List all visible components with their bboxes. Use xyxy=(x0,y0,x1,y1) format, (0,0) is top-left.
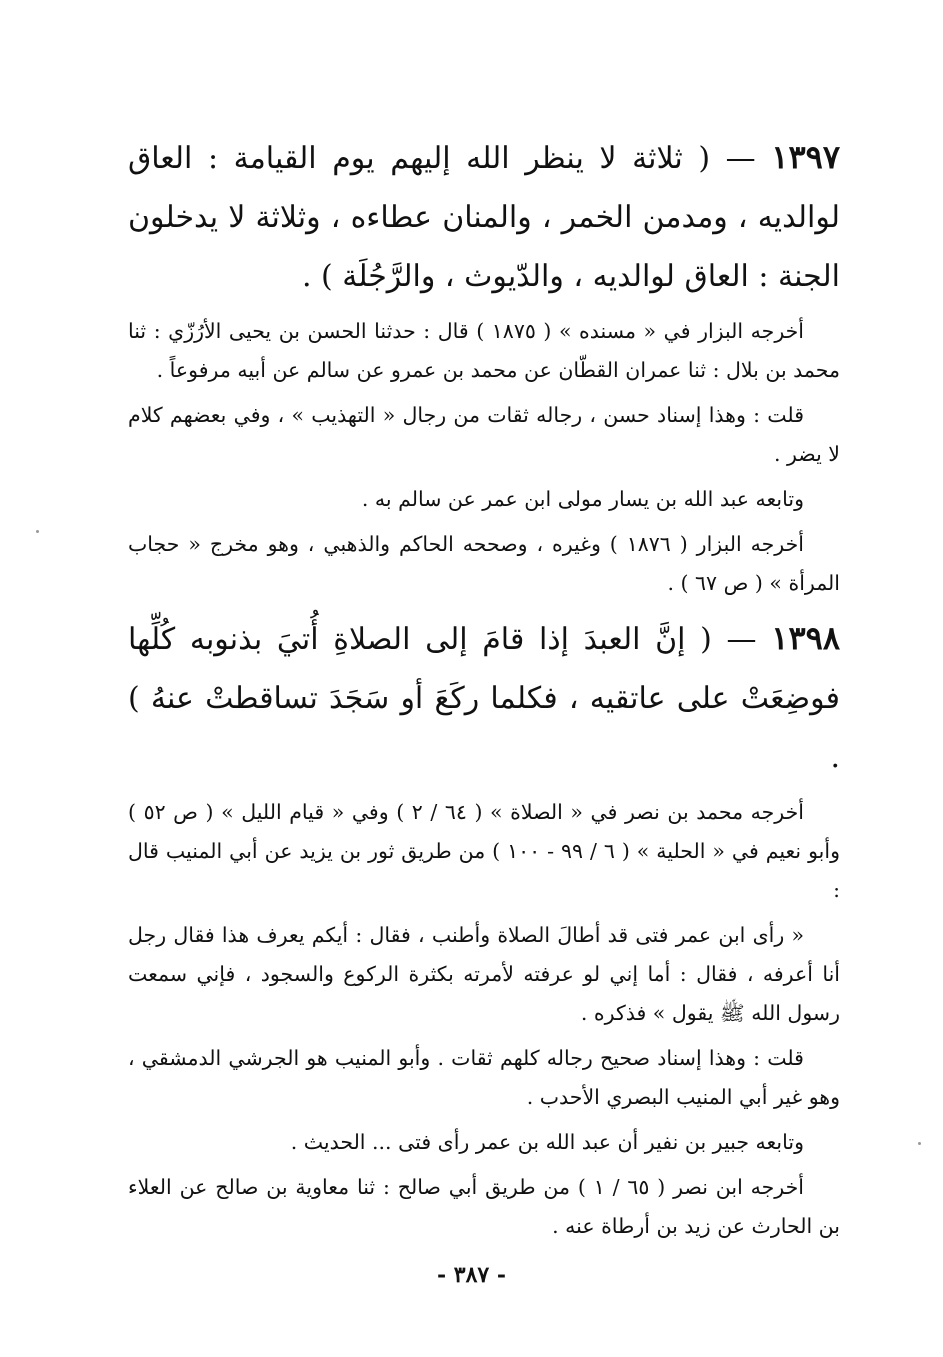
hadith-number: ١٣٩٨ xyxy=(771,619,840,657)
hadith-number: ١٣٩٧ xyxy=(771,138,840,176)
takhrij-note: قلت : وهذا إسناد صحيح رجاله كلهم ثقات . وأبو المنيب هو الجرشي الدمشقي ، وهو غير أبي المنيب البصري الأحدب . xyxy=(128,1046,840,1109)
takhrij-note: أخرجه محمد بن نصر في « الصلاة » ( ٦٤ / ٢ ) وفي « قيام الليل » ( ص ٥٢ ) وأبو نعيم في « الحلية » ( ٦ / ٩٩ - ١٠٠ ) من طريق ثور بن يزيد عن أبي المنيب قال : xyxy=(128,800,840,902)
takhrij-note: قلت : وهذا إسناد حسن ، رجاله ثقات من رجال « التهذيب » ، وفي بعضهم كلام لا يضر . xyxy=(128,403,840,466)
page-number: - ٣٨٧ - xyxy=(436,1262,507,1288)
scan-speck xyxy=(36,530,39,533)
takhrij-note: أخرجه ابن نصر ( ٦٥ / ١ ) من طريق أبي صالح : ثنا معاوية بن صالح عن العلاء بن الحارث عن زيد بن أرطاة عنه . xyxy=(128,1175,840,1238)
takhrij-note: وتابعه جبير بن نفير أن عبد الله بن عمر رأى فتى ... الحديث . xyxy=(290,1130,804,1154)
hadith-dash: — xyxy=(711,622,757,657)
hadith-1398 xyxy=(128,609,840,787)
takhrij-note: أخرجه البزار ( ١٨٧٦ ) وغيره ، وصححه الحاكم والذهبي ، وهو مخرج « حجاب المرأة » ( ص ٦٧ ) . xyxy=(128,532,840,595)
hadith-1397 xyxy=(128,128,840,306)
hadith-text: ( إنَّ العبدَ إذا قامَ إلى الصلاةِ أُتيَ بذنوبه كُلِّها فوضِعَتْ على عاتقيه ، فكلما ركَعَ أو سَجَدَ تساقطتْ عنهُ ) . xyxy=(128,622,840,775)
takhrij-note: وتابعه عبد الله بن يسار مولى ابن عمر عن سالم به . xyxy=(361,487,804,511)
page-body xyxy=(128,128,840,1252)
takhrij-note: « رأى ابن عمر فتى قد أطالَ الصلاة وأطنب ، فقال : أيكم يعرف هذا فقال رجل أنا أعرفه ، فقال : أما إني لو عرفته لأمرته بكثرة الركوع والسجود ، فإني سمعت رسول الله ﷺ يقول » فذكره . xyxy=(128,923,840,1025)
scan-speck xyxy=(918,1142,921,1145)
takhrij-note: أخرجه البزار في « مسنده » ( ١٨٧٥ ) قال : حدثنا الحسن بن يحيى الأرُزّي : ثنا محمد بن بلال : ثنا عمران القطّان عن محمد بن عمرو عن سالم عن أبيه مرفوعاً . xyxy=(128,319,840,382)
hadith-text: ( ثلاثة لا ينظر الله إليهم يوم القيامة : العاق لوالديه ، ومدمن الخمر ، والمنان عطاءه ، وثلاثة لا يدخلون الجنة : العاق لوالديه ، والدّيوث ، والرَّجُلَة ) . xyxy=(128,141,840,294)
hadith-dash: — xyxy=(710,141,756,176)
